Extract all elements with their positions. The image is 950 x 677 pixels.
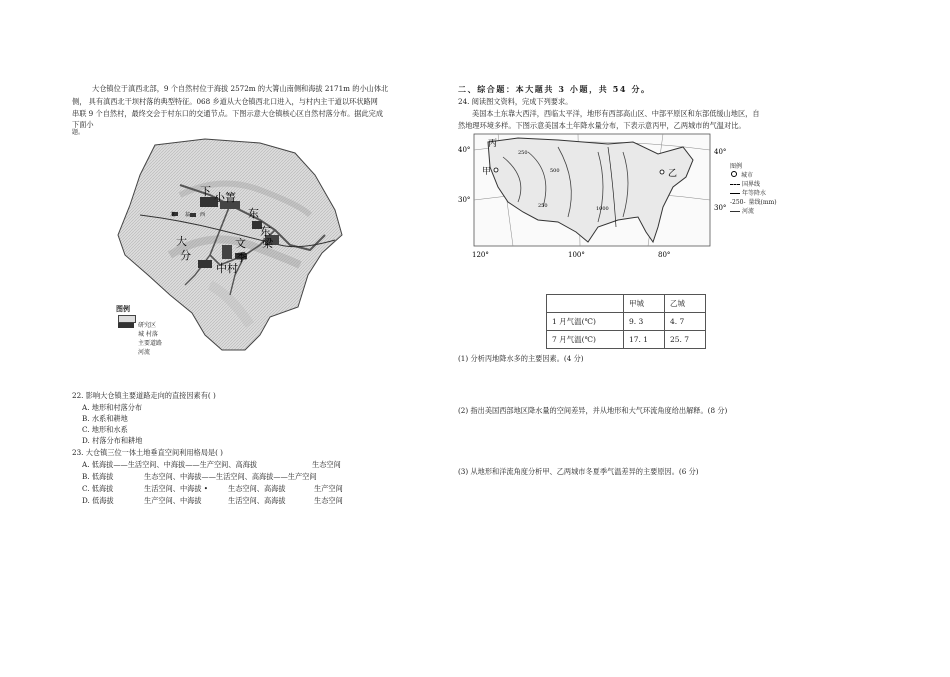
table-header-cell [547,295,624,313]
legend-border-icon [730,184,740,185]
village-block [222,245,232,259]
intro-line-5: 题。 [72,129,85,136]
legend-item: 城 村落 [138,331,158,338]
map-label-fen: 分 [180,249,191,262]
section-title: 二、综合题：本大题共 3 小题，共 54 分。 [458,84,651,94]
lat-label-30: 30° [458,196,471,204]
subquestion-1: (1) 分析丙地降水多的主要因素。(4 分) [458,354,584,363]
table-cell: 9. 3 [624,313,665,331]
village-map-legend [116,304,130,329]
contour-label: 1000 [596,206,609,212]
legend-item: 城市 [741,172,754,179]
legend-study-area-swatch [118,315,136,323]
us-map-legend [730,162,777,216]
contour-label: 250 [538,203,548,209]
city-marker-jia [494,168,498,172]
table-row [547,331,706,349]
map-label-da: 大 [176,235,187,248]
legend-city-icon [731,171,737,177]
map-label-liang: 梁 [262,237,273,250]
q23-option-c-part1: C. 低海拔 [82,484,114,493]
q23-option-b-part1: B. 低海拔 [82,472,114,481]
subquestion-2: (2) 指出美国西部地区降水量的空间差异，并从地形和大气环流角度给出解释。(8 分) [458,406,728,415]
legend-item: 年等降水 [742,190,767,197]
q22-option-b: B. 水系和耕地 [82,414,128,423]
q23-option-c-part4: 生产空间 [314,484,343,493]
intro-line-1: 大仓镇位于滇西北部，9 个自然村位于海拔 2572m 的大箐山南侧和海拔 2171m 的小山体北 [92,84,389,93]
table-cell: 4. 7 [665,313,706,331]
q22-option-d: D. 村落分布和耕地 [82,436,143,445]
map-label-xiaoqing: 小箐 [214,191,236,204]
legend-item: 国界线 [742,181,761,188]
lat-label-40: 40° [458,146,471,154]
q23-option-c-part2: 生活空间、中海拔 • [144,484,209,493]
temperature-table [546,294,706,349]
contour-label: 500 [550,168,560,174]
q23-option-b-part2: 生态空间、中海拔——生活空间、高海拔——生产空间 [144,472,317,481]
map-label-dong1: 东 [248,207,259,220]
legend-river-icon [730,211,740,212]
map-label-small3: 西 [200,212,206,218]
legend-item: 研究区 [138,322,157,329]
lat-label-right-40: 40° [714,148,727,156]
city-marker-yi [660,170,664,174]
q23-stem: 23. 大仓镇三位一体土地垂直空间利用格局是( ) [72,448,223,457]
city-label-bing: 丙 [488,139,498,149]
q22-option-a: A. 地形和村落分布 [82,403,143,412]
table-cell: 17. 1 [624,331,665,349]
legend-title: 图例 [116,304,130,313]
q23-option-d-part2: 生产空间、中海拔 [144,496,202,505]
intro-line-3: 串联 9 个自然村，最终交会于村东口的交通节点。下图示意大仓镇核心区自然村落分布。据此完成 [72,109,384,118]
legend-village-swatch [118,323,134,328]
lon-label-120: 120° [472,251,489,259]
q23-option-c-part3: 生态空间、高海拔 [228,484,286,493]
map-label-ji: 季 [236,251,247,264]
map-label-small1: 龙 [170,212,176,218]
table-cell: 7 月气温(℃) [547,331,624,349]
legend-title: 图例 [730,163,743,170]
q23-option-d-part3: 生活空间、高海拔 [228,496,286,505]
q24-text-line-1: 美国本土东靠大西洋，西临太平洋，地形有西部高山区、中部平原区和东部低缓山地区，自 [472,109,760,118]
legend-item: 河流 [138,349,151,356]
subquestion-3: (3) 从地形和洋流角度分析甲、乙两城市冬夏季气温差异的主要原因。(6 分) [458,467,699,476]
study-area-boundary [118,139,342,350]
table-cell: 1 月气温(℃) [547,313,624,331]
village-block [190,213,196,217]
table-row [547,313,706,331]
table-header-row [547,295,706,313]
q23-option-a-part1: A. 低海拔——生活空间、中海拔——生产空间、高海拔 [82,460,258,469]
legend-item: 量线(mm) [748,199,777,206]
intro-line-4: 下面小 [72,120,94,129]
q23-option-d-part4: 生态空间 [314,496,343,505]
legend-item: 河流 [742,208,755,215]
map-label-zhongcun: 中村 [216,262,238,275]
us-precipitation-map [458,132,738,260]
legend-item: 主要道路 [138,340,163,347]
city-label-yi: 乙 [668,169,678,179]
table-header-cell: 甲城 [624,295,665,313]
contour-label: 250 [518,150,528,156]
intro-line-2: 侧， 具有滇西北干坝村落的典型特征。068 乡道从大仓镇西北口进入，与村内主干道以环状路网 [72,97,378,106]
city-label-jia: 甲 [482,167,492,177]
map-label-xia: 下 [200,185,211,198]
q22-stem: 22. 影响大仓镇主要道路走向的直接因素有( ) [72,391,216,400]
legend-isohyet-icon [730,193,740,194]
map-label-dong2: 东 [260,225,271,238]
q22-option-c: C. 地形和水系 [82,425,128,434]
legend-sample: -250- [730,199,746,206]
lon-label-100: 100° [568,251,585,259]
q24-head: 24. 阅读图文资料，完成下列要求。 [458,97,573,106]
map-label-small2: 翁 [185,212,191,218]
lon-label-80: 80° [658,251,671,259]
q23-option-a-part2: 生态空间 [312,460,341,469]
q24-text-line-2: 然地理环境多样。下图示意美国本土年降水量分布，下表示意丙甲，乙两城市的气温对比。 [458,121,746,130]
village-legend-labels [138,321,162,357]
table-cell: 25. 7 [665,331,706,349]
map-label-wen: 文 [235,237,246,250]
village-block [198,260,212,268]
q23-option-d-part1: D. 低海拔 [82,496,114,505]
lat-label-right-30: 30° [714,204,727,212]
table-header-cell: 乙城 [665,295,706,313]
